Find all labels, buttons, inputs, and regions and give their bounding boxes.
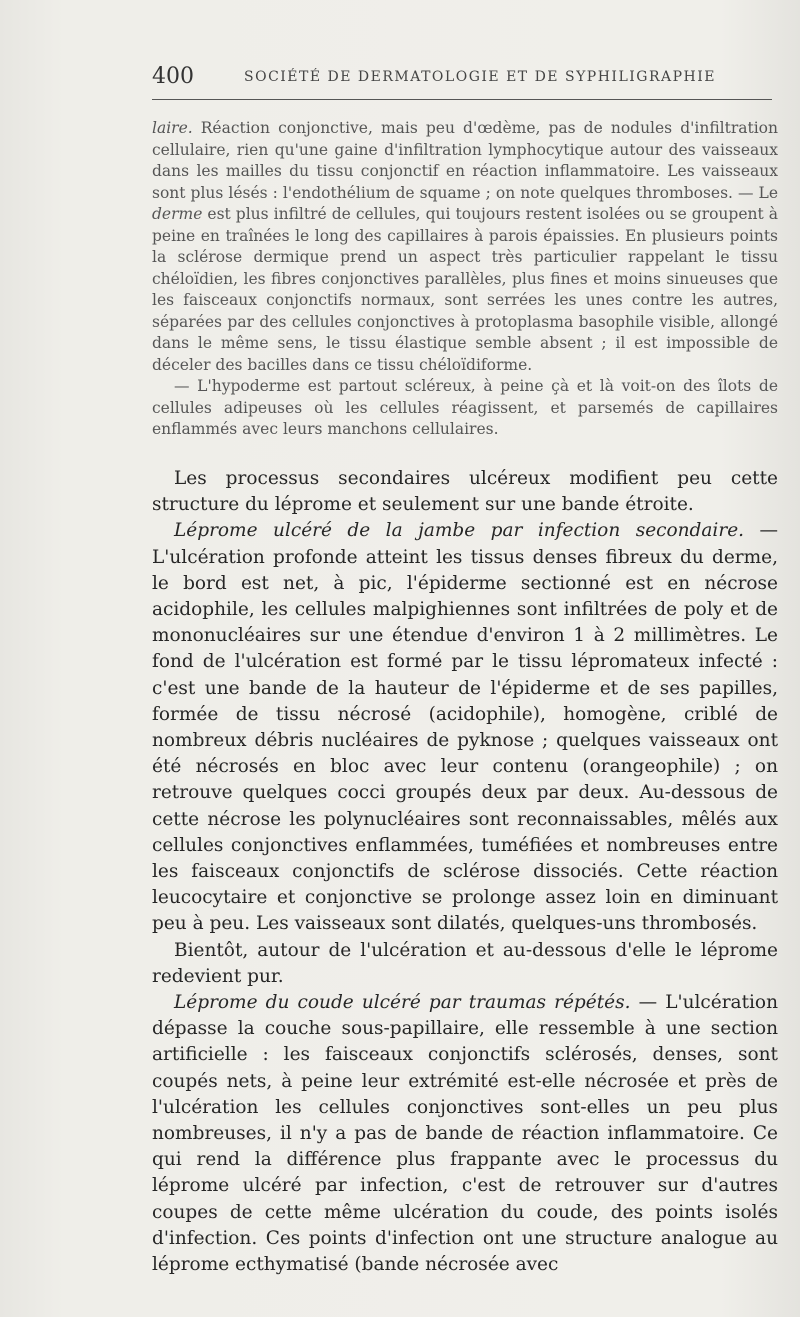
page-number: 400 xyxy=(152,64,194,89)
section-title-coude: Léprome du coude ulcéré par traumas répétés. xyxy=(174,992,631,1014)
small-print-section xyxy=(152,118,778,441)
header-rule xyxy=(152,99,772,100)
page-header xyxy=(152,64,772,90)
section-title-jambe: Léprome ulcéré de la jambe par infection secondaire. xyxy=(174,520,745,542)
running-title: SOCIÉTÉ DE DERMATOLOGIE ET DE SYPHILIGRAPHIE xyxy=(244,69,717,85)
small-paragraph-2: — L'hypoderme est partout scléreux, à peine çà et là voit-on des îlots de cellules adipeuses où les cellules réagissent, et parsemés de capillaires enflammés avec leurs manchons cellulaires. xyxy=(152,377,778,438)
italic-fragment: laire. xyxy=(152,119,193,137)
italic-derme: derme xyxy=(152,205,203,223)
paragraph-bientot: Bientôt, autour de l'ulcération et au-dessous d'elle le léprome redevient pur. xyxy=(152,939,778,987)
paragraph-coude: Léprome du coude ulcéré par traumas répétés. — L'ulcération dépasse la couche sous-papillaire, elle ressemble à une section artificielle : les faisceaux conjonctifs sclérosés, denses, sont coupés nets, à peine leur extrémité est-elle nécrosée et près de l'ulcération les cellules conjonctives sont-elles un peu plus nombreuses, il n'y a pas de bande de réaction inflammatoire. Ce qui rend la différence plus frappante avec le processus du léprome ulcéré par infection, c'est de retrouver sur d'autres coupes de cette même ulcération du coude, des points isolés d'infection. Ces points d'infection ont une structure analogue au léprome ecthymatisé (bande nécrosée avec xyxy=(152,992,778,1276)
small-paragraph-1: laire. Réaction conjonctive, mais peu d'œdème, pas de nodules d'infiltration cellulaire, rien qu'une gaine d'infiltration lymphocytique autour des vaisseaux dans les mailles du tissu conjonctif en réaction inflammatoire. Les vaisseaux sont plus lésés : l'endothélium de squame ; on note quelques thromboses. — Le derme est plus infiltré de cellules, qui toujours restent isolées ou se groupent à peine en traînées le long des capillaires à parois épaissies. En plusieurs points la sclérose dermique prend un aspect très particulier rappelant le tissu chéloïdien, les fibres conjonctives parallèles, plus fines et moins sinueuses que les faisceaux conjonctifs normaux, sont serrées les unes contre les autres, séparées par des cellules conjonctives à protoplasma basophile visible, allongé dans le même sens, le tissu élastique semble absent ; il est impossible de déceler des bacilles dans ce tissu chéloïdiforme. xyxy=(152,119,778,374)
main-text-section xyxy=(152,466,778,1278)
paragraph-processus: Les processus secondaires ulcéreux modifient peu cette structure du léprome et seulement sur une bande étroite. xyxy=(152,468,778,516)
paragraph-jambe: Léprome ulcéré de la jambe par infection secondaire. — L'ulcération profonde atteint les tissus denses fibreux du derme, le bord est net, à pic, l'épiderme sectionné est en nécrose acidophile, les cellules malpighiennes sont infiltrées de poly et de mononucléaires sur une étendue d'environ 1 à 2 millimètres. Le fond de l'ulcération est formé par le tissu lépromateux infecté : c'est une bande de la hauteur de l'épiderme et de ses papilles, formée de tissu nécrosé (acidophile), homogène, criblé de nombreux débris nucléaires de pyknose ; quelques vaisseaux ont été nécrosés en bloc avec leur contenu (orangeophile) ; on retrouve quelques cocci groupés deux par deux. Au-dessous de cette nécrose les polynucléaires sont reconnaissables, mêlés aux cellules conjonctives enflammées, tuméfiées et nombreuses entre les faisceaux conjonctifs de sclérose dissociés. Cette réaction leucocytaire et conjonctive se prolonge assez loin en diminuant peu à peu. Les vaisseaux sont dilatés, quelques-uns thrombosés. xyxy=(152,520,778,935)
